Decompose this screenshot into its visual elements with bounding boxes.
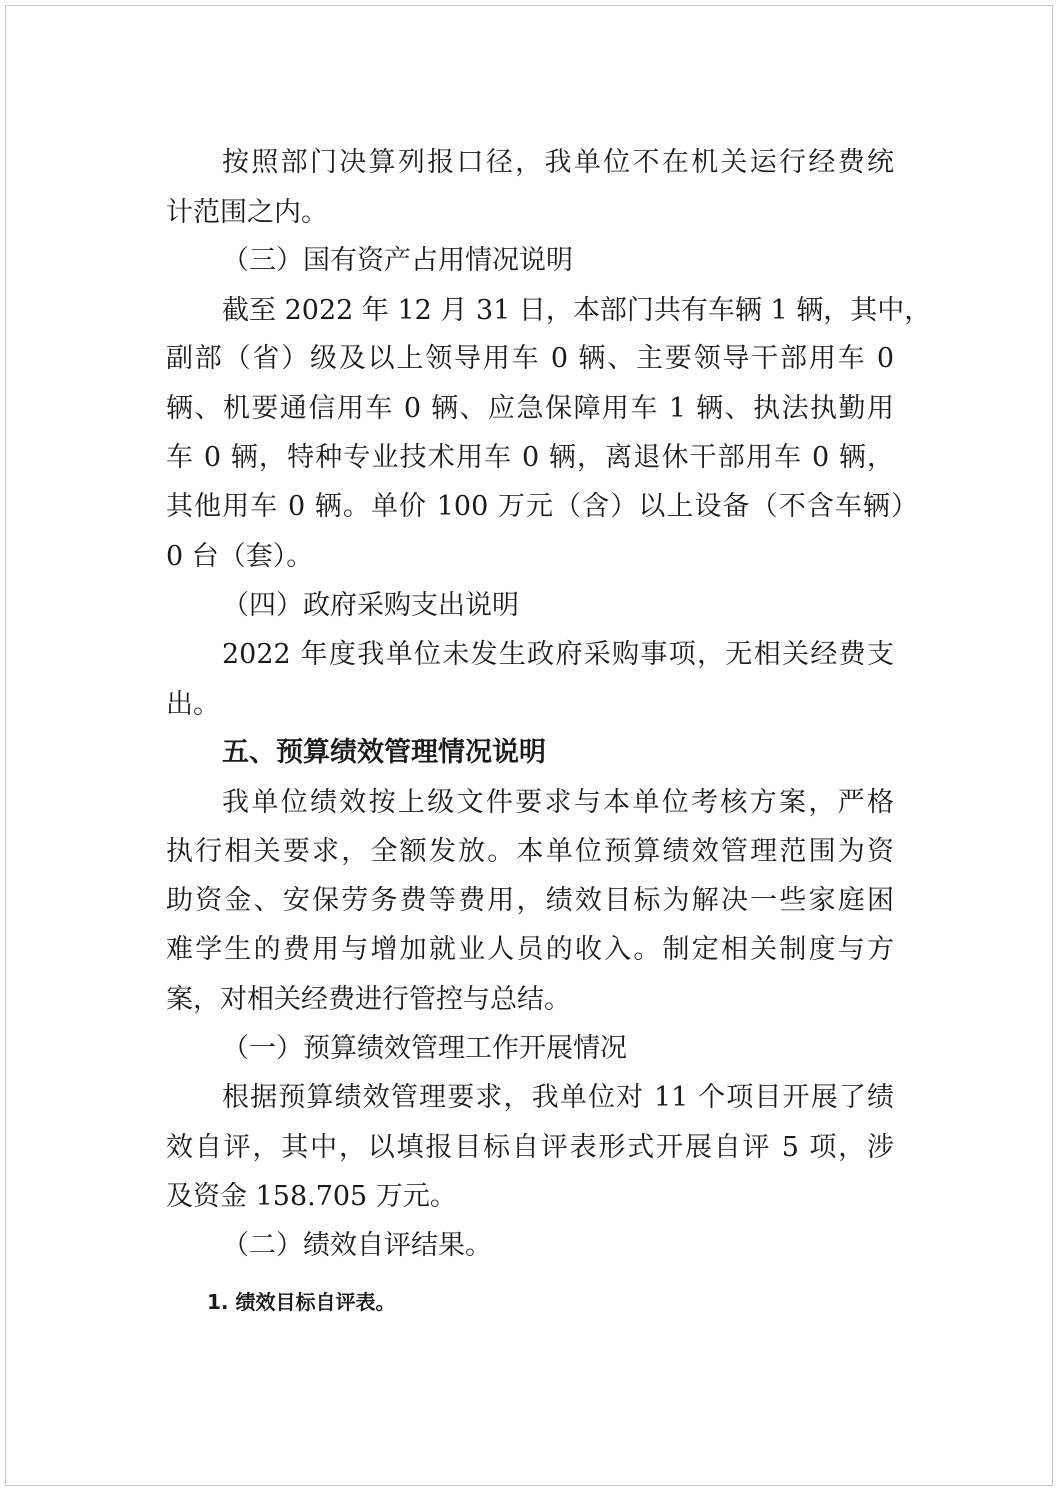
paragraph-line: 出。 <box>166 689 220 720</box>
paragraph-line: 执行相关要求，全额发放。本单位预算绩效管理范围为资 <box>166 836 894 867</box>
paragraph-line: 及资金 158.705 万元。 <box>166 1181 457 1212</box>
paragraph-line: 根据预算绩效管理要求，我单位对 11 个项目开展了绩 <box>222 1082 894 1113</box>
section-heading-assets: （三）国有资产占用情况说明 <box>222 245 573 276</box>
paragraph-line: 效自评，其中，以填报目标自评表形式开展自评 5 项，涉 <box>166 1132 894 1163</box>
paragraph-line: 按照部门决算列报口径，我单位不在机关运行经费统 <box>222 147 894 178</box>
paragraph-line: 0 台（套）。 <box>166 541 314 572</box>
paragraph-line: 2022 年度我单位未发生政府采购事项，无相关经费支 <box>222 639 894 670</box>
paragraph-line: 辆、机要通信用车 0 辆、应急保障用车 1 辆、执法执勤用 <box>166 393 894 424</box>
section-heading-work: （一）预算绩效管理工作开展情况 <box>222 1033 627 1064</box>
paragraph-line: 截至 2022 年 12 月 31 日，本部门共有车辆 1 辆，其中， <box>222 295 932 326</box>
paragraph-line: 案，对相关经费进行管控与总结。 <box>166 984 571 1015</box>
paragraph-line: 车 0 辆，特种专业技术用车 0 辆，离退休干部用车 0 辆， <box>166 442 894 473</box>
paragraph-line: 我单位绩效按上级文件要求与本单位考核方案，严格 <box>222 787 894 818</box>
paragraph-line: 其他用车 0 辆。单价 100 万元（含）以上设备（不含车辆） <box>166 491 918 522</box>
paragraph-line: 助资金、安保劳务费等费用，绩效目标为解决一些家庭困 <box>166 885 894 916</box>
section-heading-results: （二）绩效自评结果。 <box>222 1230 492 1261</box>
paragraph-line: 计范围之内。 <box>166 197 328 228</box>
paragraph-line: 副部（省）级及以上领导用车 0 辆、主要领导干部用车 0 <box>166 343 894 374</box>
chapter-heading-performance: 五、预算绩效管理情况说明 <box>222 737 546 768</box>
section-heading-procurement: （四）政府采购支出说明 <box>222 590 519 621</box>
paragraph-line: 难学生的费用与增加就业人员的收入。制定相关制度与方 <box>166 934 894 965</box>
subsection-heading-table: 1. 绩效目标自评表。 <box>207 1290 396 1314</box>
